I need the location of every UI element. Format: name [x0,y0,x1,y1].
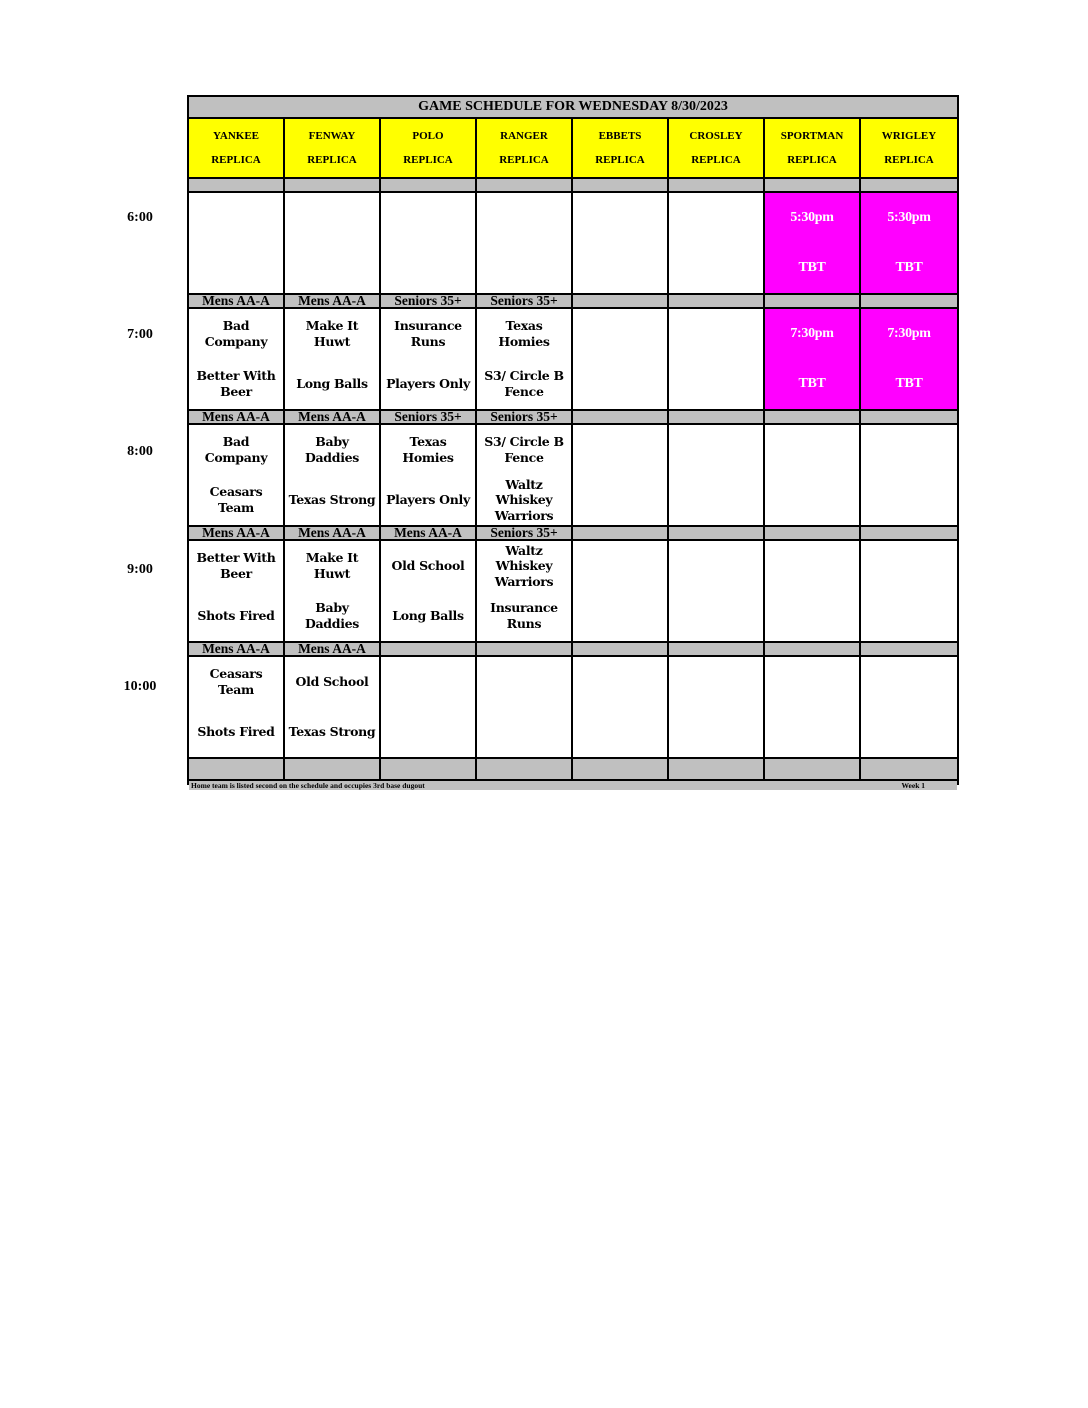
division-label [477,643,573,657]
game-cell [477,193,573,295]
division-label [669,295,765,309]
division-label: Mens AA-A [189,411,285,425]
game-cell [861,425,957,527]
reserved-slot [765,309,861,411]
division-label [765,295,861,309]
footer-note: Home team is listed second on the schedule and occupies 3rd base dugout [191,781,425,790]
away-team: Better With Beer [196,550,276,581]
home-team [477,243,571,293]
game-cell [381,541,477,643]
field-name: SPORTMAN [780,130,844,143]
division-label [765,179,861,193]
field-header [189,119,285,179]
division-label [765,643,861,657]
field-name: POLO [412,130,444,143]
time-label: 6:00 [127,210,153,225]
field-name: CROSLEY [689,130,743,143]
game-cell [381,657,477,759]
field-subtitle: REPLICA [403,153,453,166]
home-team: TBT [895,376,923,392]
home-team [861,591,957,641]
division-label [861,527,957,541]
home-team: Baby Daddies [304,600,360,631]
home-team: Long Balls [392,608,464,624]
game-cell [189,425,285,527]
away-team [381,657,475,707]
home-team: Waltz Whiskey Warriors [494,476,554,523]
home-team [477,707,571,757]
away-team: 7:30pm [790,326,834,342]
away-team [861,425,957,475]
division-label [189,179,285,193]
game-cell [573,309,669,411]
away-team: Baby Daddies [304,434,360,465]
field-subtitle: REPLICA [211,153,261,166]
away-team [285,193,379,243]
division-label [573,643,669,657]
away-team: Insurance Runs [394,318,462,349]
division-label: Mens AA-A [189,527,285,541]
game-cell [477,309,573,411]
division-label: Seniors 35+ [381,295,477,309]
division-label: Mens AA-A [189,643,285,657]
game-cell [285,657,381,759]
game-cell [861,541,957,643]
home-team: Better With Beer [196,368,276,399]
home-team: Shots Fired [197,608,275,624]
away-team [573,657,667,707]
game-cell [669,541,765,643]
home-team: Insurance Runs [490,600,558,631]
division-label [765,527,861,541]
away-team [573,541,667,591]
away-team: Bad Company [204,434,268,465]
away-team: Texas Homies [402,434,454,465]
away-team [381,193,475,243]
home-team [573,475,667,525]
division-label [765,411,861,425]
away-team [477,657,571,707]
division-label: Mens AA-A [285,411,381,425]
field-header [765,119,861,179]
field-name: YANKEE [212,130,260,143]
division-label [861,295,957,309]
game-cell [381,309,477,411]
home-team [861,707,957,757]
away-team: Old School [391,558,465,574]
home-team: S3/ Circle B Fence [484,368,564,399]
away-team [861,657,957,707]
home-team [669,243,763,293]
home-team [573,243,667,293]
division-label [861,179,957,193]
field-name: WRIGLEY [881,130,937,143]
game-cell [381,425,477,527]
game-cell [189,309,285,411]
away-team [573,425,667,475]
away-team [765,425,859,475]
home-team: Players Only [386,376,470,392]
home-team [669,591,763,641]
time-label: 7:00 [127,327,153,342]
division-label: Mens AA-A [381,527,477,541]
schedule-footer [189,781,957,790]
division-label: Seniors 35+ [477,411,573,425]
field-subtitle: REPLICA [595,153,645,166]
away-team [669,193,763,243]
away-team [189,193,283,243]
game-cell [669,425,765,527]
schedule-table [187,95,959,790]
home-team: TBT [798,376,826,392]
division-label [573,295,669,309]
game-cell [765,541,861,643]
game-cell [669,309,765,411]
division-label [381,643,477,657]
game-cell [189,541,285,643]
reserved-slot [861,193,957,295]
game-cell [573,541,669,643]
away-team: 7:30pm [887,326,931,342]
home-team: Texas Strong [288,492,376,508]
home-team [669,475,763,525]
home-team [573,707,667,757]
game-cell [765,425,861,527]
game-cell [285,541,381,643]
away-team: Make It Huwt [305,318,359,349]
home-team [669,359,763,409]
away-team [573,309,667,359]
game-cell [669,657,765,759]
away-team [765,541,859,591]
field-header [861,119,957,179]
division-label [669,411,765,425]
away-team: Waltz Whiskey Warriors [494,542,554,589]
division-label: Seniors 35+ [477,527,573,541]
home-team [381,707,475,757]
division-label: Mens AA-A [285,527,381,541]
time-label: 9:00 [127,562,153,577]
schedule-title: GAME SCHEDULE FOR WEDNESDAY 8/30/2023 [189,97,957,119]
division-label: Mens AA-A [285,643,381,657]
away-team: S3/ Circle B Fence [484,434,564,465]
game-cell [285,425,381,527]
away-team [765,657,859,707]
away-team: 5:30pm [887,210,931,226]
home-team: Shots Fired [197,724,275,740]
away-team: Old School [295,674,369,690]
field-header [573,119,669,179]
divider-row [573,759,669,781]
home-team [765,707,859,757]
divider-row [477,759,573,781]
field-name: EBBETS [598,130,642,143]
home-team [573,591,667,641]
division-label [381,179,477,193]
game-cell [573,657,669,759]
away-team: Texas Homies [498,318,550,349]
home-team: Texas Strong [288,724,376,740]
game-cell [573,193,669,295]
away-team: 5:30pm [790,210,834,226]
home-team [381,243,475,293]
home-team [189,243,283,293]
away-team [669,657,763,707]
home-team: Ceasars Team [209,484,263,515]
away-team: Make It Huwt [305,550,359,581]
field-header [285,119,381,179]
field-subtitle: REPLICA [499,153,549,166]
game-cell [477,657,573,759]
time-label: 10:00 [123,679,157,694]
field-subtitle: REPLICA [307,153,357,166]
field-name: FENWAY [308,130,356,143]
field-subtitle: REPLICA [691,153,741,166]
field-header [477,119,573,179]
away-team [669,541,763,591]
division-label [573,411,669,425]
home-team [861,475,957,525]
division-label [477,179,573,193]
home-team [573,359,667,409]
reserved-slot [765,193,861,295]
divider-row [189,759,285,781]
home-team: Players Only [386,492,470,508]
reserved-slot [861,309,957,411]
divider-row [285,759,381,781]
game-cell [189,193,285,295]
game-cell [669,193,765,295]
division-label: Mens AA-A [189,295,285,309]
home-team: Long Balls [296,376,368,392]
away-team: Ceasars Team [209,666,263,697]
field-name: RANGER [500,130,548,143]
away-team [861,541,957,591]
game-cell [285,309,381,411]
divider-row [861,759,957,781]
home-team [765,591,859,641]
game-cell [765,657,861,759]
game-cell [573,425,669,527]
field-subtitle: REPLICA [884,153,934,166]
away-team [669,309,763,359]
field-header [669,119,765,179]
division-label [669,527,765,541]
division-label: Mens AA-A [285,295,381,309]
field-subtitle: REPLICA [787,153,837,166]
division-label [285,179,381,193]
away-team [573,193,667,243]
home-team: TBT [798,260,826,276]
division-label [669,643,765,657]
game-cell [381,193,477,295]
divider-row [669,759,765,781]
home-team [285,243,379,293]
division-label: Seniors 35+ [477,295,573,309]
game-cell [189,657,285,759]
home-team [669,707,763,757]
divider-row [381,759,477,781]
division-label [861,411,957,425]
division-label [861,643,957,657]
division-label: Seniors 35+ [381,411,477,425]
away-team [477,193,571,243]
away-team [669,425,763,475]
home-team [765,475,859,525]
division-label [669,179,765,193]
game-cell [477,541,573,643]
home-team: TBT [895,260,923,276]
divider-row [765,759,861,781]
game-cell [285,193,381,295]
time-label: 8:00 [127,444,153,459]
game-cell [861,657,957,759]
away-team: Bad Company [204,318,268,349]
week-label: Week 1 [901,781,925,790]
field-header [381,119,477,179]
division-label [573,179,669,193]
game-cell [477,425,573,527]
division-label [573,527,669,541]
